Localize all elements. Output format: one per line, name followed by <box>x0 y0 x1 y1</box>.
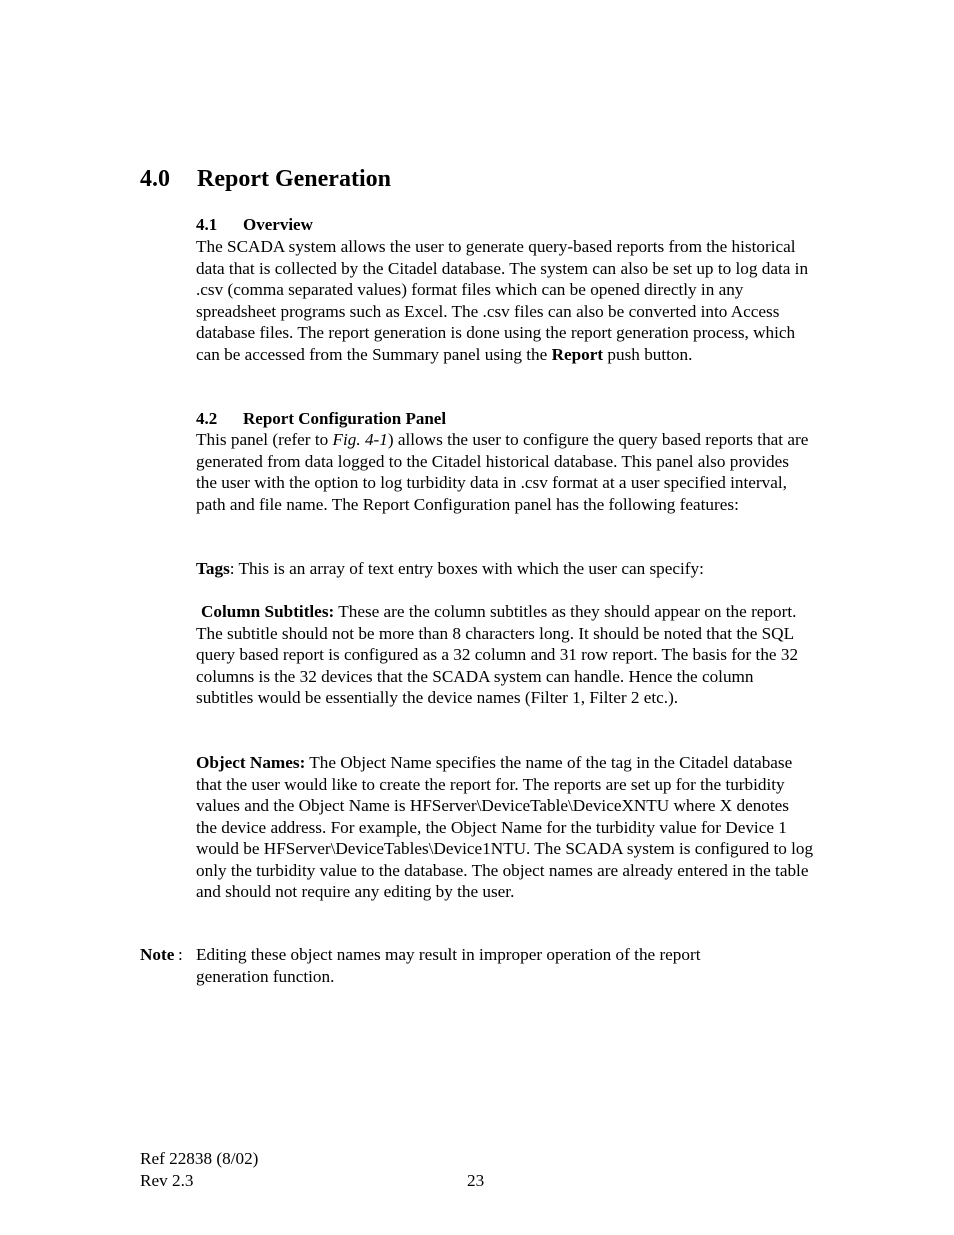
note-colon: : <box>178 945 183 964</box>
overview-heading <box>196 214 313 236</box>
tags-text: : This is an array of text entry boxes with which the user can specify: <box>229 559 704 578</box>
column-subtitles-label: Column Subtitles: <box>201 602 335 621</box>
object-names-label: Object Names: <box>196 753 306 772</box>
column-subtitles-text: These are the column subtitles as they should appear on the report. The subtitle should not be more than 8 characters long. It should be noted that the SQL query based report is configured as a 32 column and 31 row report. The basis for the 32 columns is the 32 devices that the SCADA system can handle. Hence the column subtitles would be essentially the device names (Filter 1, Filter 2 etc.). <box>196 602 799 707</box>
page-number: 23 <box>467 1171 485 1190</box>
config-panel-title: Report Configuration Panel <box>243 409 447 428</box>
overview-title: Overview <box>243 215 313 234</box>
note-label: Note <box>140 945 175 964</box>
note-text: Editing these object names may result in improper operation of the report generation function. <box>196 945 701 986</box>
config-panel-text-end: ) allows the user to configure the query based reports that are generated from data logged to the Citadel historical database. This panel also provides the user with the option to log turbidity data in .csv format at a user specified interval, path and file name. The Report Configuration panel has the following features: <box>196 430 809 514</box>
overview-text: The SCADA system allows the user to generate query-based reports from the historical data that is collected by the Citadel database. The system can also be set up to log data in .csv (comma separated values) format files which can be opened directly in any spreadsheet programs such as Excel. The .csv files can also be converted into Access database files. The report generation is done using the report generation process, which can be accessed from the Summary panel using the <box>196 237 809 364</box>
overview-number: 4.1 <box>196 215 218 234</box>
object-names-paragraph <box>196 752 814 903</box>
section-number: 4.0 <box>140 166 170 192</box>
config-panel-text: This panel (refer to <box>196 430 333 449</box>
overview-text-end: push button. <box>603 344 693 364</box>
column-subtitles-paragraph <box>196 601 814 709</box>
section-heading <box>140 164 391 194</box>
tags-label: Tags <box>196 559 230 578</box>
config-panel-number: 4.2 <box>196 409 218 428</box>
report-button-term: Report <box>551 344 604 364</box>
tags-paragraph <box>196 558 814 580</box>
config-panel-heading <box>196 408 446 430</box>
footer-revision: Rev 2.3 <box>140 1171 194 1190</box>
footer-reference: Ref 22838 (8/02) <box>140 1149 259 1168</box>
section-title: Report Generation <box>197 166 391 192</box>
figure-reference: Fig. 4-1 <box>332 430 388 449</box>
overview-paragraph <box>196 236 814 365</box>
config-panel-paragraph <box>196 429 814 515</box>
object-names-text: The Object Name specifies the name of the tag in the Citadel database that the user would like to create the report for. The reports are set up for the turbidity values and the Object Name is HFServer\DeviceTable\DeviceXNTU where X denotes the device address. For example, the Object Name for the turbidity value for Device 1 would be HFServer\DeviceTables\Device1NTU. The SCADA system is configured to log only the turbidity value to the database. The object names are already entered in the table and should not require any editing by the user. <box>196 753 814 901</box>
